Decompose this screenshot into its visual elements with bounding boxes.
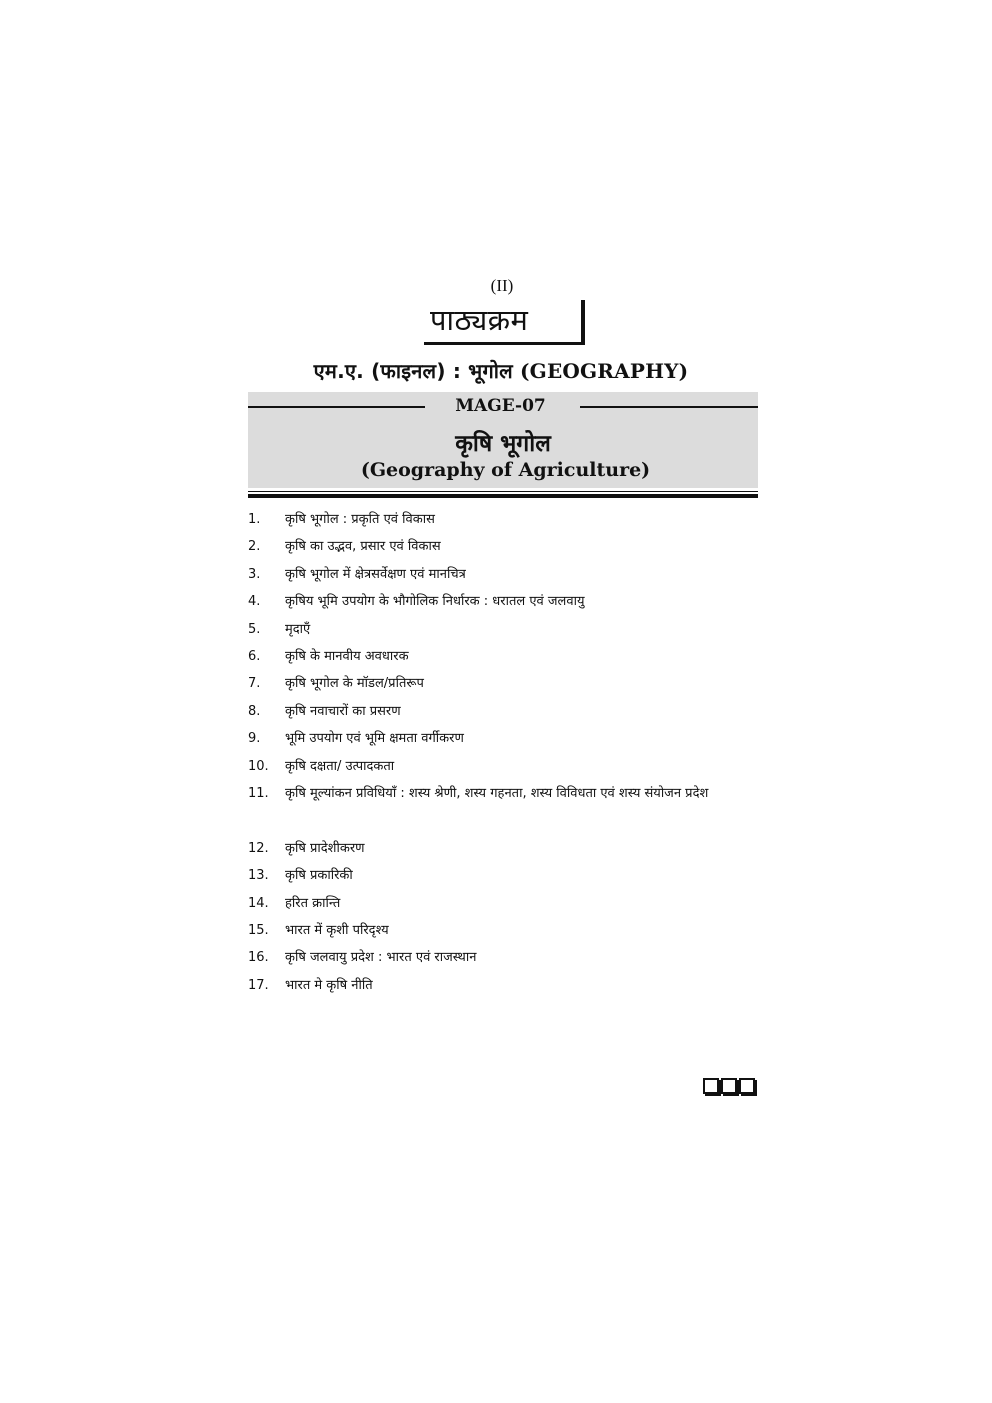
topic-number: 1. [248, 512, 261, 527]
topic-text: हरित क्रान्ति [285, 895, 341, 911]
topic-text: कृषि का उद्भव, प्रसार एवं विकास [285, 539, 441, 555]
page-number: (II) [490, 276, 514, 295]
list-item [248, 727, 763, 754]
paper-title-english: (Geography of Agriculture) [360, 459, 651, 481]
topic-number: 12. [248, 840, 269, 856]
header-divider-thick [248, 494, 758, 498]
topic-number: 9. [248, 731, 261, 747]
topic-number: 16. [248, 950, 269, 966]
topic-text: कृषि प्रकारिकी [285, 868, 353, 884]
topic-text: कृषि मूल्यांकन प्रविधियाँ : शस्य श्रेणी, शस्य गहनता, शस्य विविधता एवं शस्य संयोजन प्रदेश [285, 785, 709, 801]
topic-number: 4. [248, 594, 261, 610]
topic-number: 17. [248, 977, 269, 993]
topic-text: कृषिय भूमि उपयोग के भौगोलिक निर्धारक : धरातल एवं जलवायु [285, 594, 585, 610]
paper-header-box [248, 392, 758, 488]
topic-text: कृषि भूगोल में क्षेत्रसर्वेक्षण एवं मानचित्र [285, 566, 466, 582]
code-rule-right [580, 406, 758, 408]
topic-number: 7. [248, 676, 261, 692]
topic-list [248, 508, 763, 1001]
title-side-bar [581, 300, 585, 345]
course-heading [0, 357, 992, 384]
list-item [248, 590, 763, 617]
course-english: (GEOGRAPHY) [520, 359, 689, 383]
topic-text: मृदाएँ [285, 621, 311, 637]
topic-text: कृषि दक्षता/ उत्पादकता [285, 758, 395, 774]
square-icon [721, 1078, 737, 1094]
list-item [248, 974, 763, 1001]
list-item [248, 782, 763, 837]
list-item [248, 672, 763, 699]
topic-number: 8. [248, 703, 261, 719]
list-item [248, 892, 763, 919]
paper-code: MAGE-07 [455, 396, 546, 416]
topic-text: कृषि प्रादेशीकरण [285, 840, 365, 856]
topic-text: कृषि भूगोल के मॉडल/प्रतिरूप [285, 676, 424, 692]
paper-code-row [248, 392, 758, 422]
header-divider-thin [248, 491, 758, 492]
list-item [248, 508, 763, 535]
list-item [248, 618, 763, 645]
topic-number: 10. [248, 758, 269, 774]
syllabus-title-box [424, 300, 584, 346]
topic-text: कृषि भूगोल : प्रकृति एवं विकास [285, 512, 435, 527]
title-underline [424, 342, 584, 345]
course-hindi: एम.ए. (फाइनल) : भूगोल [313, 359, 513, 383]
topic-text: भारत में कृशी परिदृश्य [285, 923, 389, 939]
topic-text: कृषि के मानवीय अवधारक [285, 648, 409, 664]
list-item [248, 645, 763, 672]
list-item [248, 864, 763, 891]
topic-number: 6. [248, 648, 261, 664]
list-item [248, 919, 763, 946]
topic-number: 11. [248, 785, 269, 801]
list-item [248, 946, 763, 973]
paper-title-hindi: कृषि भूगोल [455, 431, 551, 457]
topic-number: 5. [248, 621, 261, 637]
list-item [248, 563, 763, 590]
topic-number: 14. [248, 895, 269, 911]
topic-text: भूमि उपयोग एवं भूमि क्षमता वर्गीकरण [285, 731, 464, 747]
end-of-section-marker [703, 1078, 757, 1096]
topic-number: 3. [248, 566, 261, 582]
list-item [248, 700, 763, 727]
list-item [248, 755, 763, 782]
syllabus-title: पाठ्यक्रम [430, 303, 529, 337]
topic-number: 15. [248, 923, 269, 939]
topic-text: कृषि नवाचारों का प्रसरण [285, 703, 401, 719]
list-item [248, 837, 763, 864]
topic-text: कृषि जलवायु प्रदेश : भारत एवं राजस्थान [285, 950, 477, 966]
list-item [248, 535, 763, 562]
topic-number: 2. [248, 539, 261, 555]
topic-text: भारत मे कृषि नीति [285, 977, 373, 993]
square-icon [739, 1078, 755, 1094]
topic-number: 13. [248, 868, 269, 884]
square-icon [703, 1078, 719, 1094]
